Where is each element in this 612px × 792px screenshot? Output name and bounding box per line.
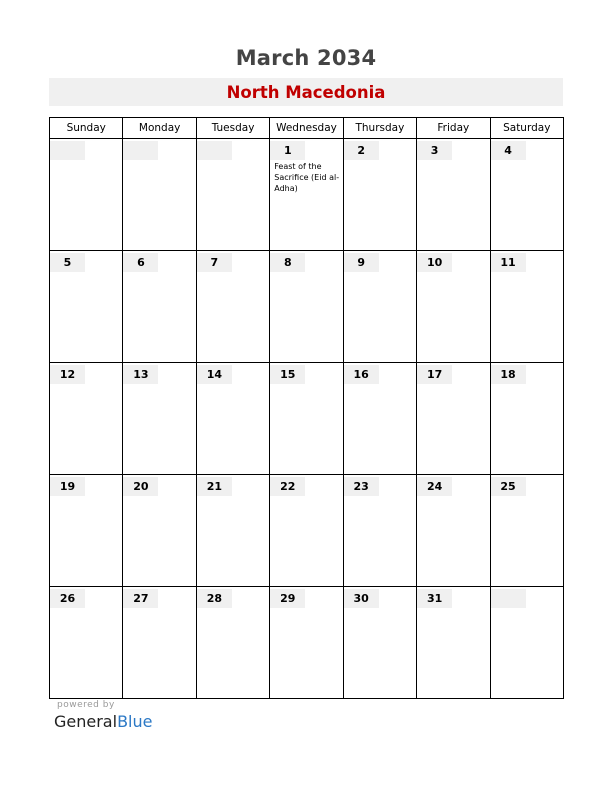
day-number: 22 (270, 477, 305, 496)
day-cell (50, 251, 123, 363)
weekday-thursday: Thursday (343, 118, 416, 139)
day-cell-empty (196, 139, 269, 251)
day-cell (417, 587, 490, 699)
day-number: 6 (123, 253, 158, 272)
day-number: 25 (491, 477, 526, 496)
day-number: 21 (197, 477, 232, 496)
day-number: 28 (197, 589, 232, 608)
country-banner (49, 78, 563, 106)
day-cell (123, 475, 196, 587)
weekday-tuesday: Tuesday (196, 118, 269, 139)
day-cell (123, 363, 196, 475)
week-row (50, 251, 564, 363)
day-number: 29 (270, 589, 305, 608)
weekday-wednesday: Wednesday (270, 118, 343, 139)
day-number: 14 (197, 365, 232, 384)
day-number-placeholder (123, 141, 158, 160)
day-number: 4 (491, 141, 526, 160)
day-number: 5 (50, 253, 85, 272)
day-number: 26 (50, 589, 85, 608)
day-number: 17 (417, 365, 452, 384)
day-cell-empty (50, 139, 123, 251)
day-cell (270, 475, 343, 587)
day-cell (417, 251, 490, 363)
day-number: 30 (344, 589, 379, 608)
day-cell (343, 587, 416, 699)
day-number: 3 (417, 141, 452, 160)
day-number: 16 (344, 365, 379, 384)
day-cell (490, 475, 563, 587)
day-number: 13 (123, 365, 158, 384)
day-number: 20 (123, 477, 158, 496)
day-cell-empty (123, 139, 196, 251)
day-cell (417, 139, 490, 251)
day-number: 31 (417, 589, 452, 608)
calendar-grid (49, 117, 564, 699)
week-row (50, 139, 564, 251)
day-cell (196, 251, 269, 363)
day-number: 15 (270, 365, 305, 384)
day-cell (270, 139, 343, 251)
day-cell (50, 587, 123, 699)
powered-by-label: powered by (57, 700, 115, 710)
weekday-header-row (50, 118, 564, 139)
day-cell (123, 251, 196, 363)
weekday-monday: Monday (123, 118, 196, 139)
day-cell (490, 363, 563, 475)
brand-general-text: General (54, 712, 118, 731)
week-row (50, 475, 564, 587)
day-number: 8 (270, 253, 305, 272)
day-cell (270, 363, 343, 475)
weekday-friday: Friday (417, 118, 490, 139)
day-cell (123, 587, 196, 699)
day-cell-empty (490, 587, 563, 699)
country-name: North Macedonia (226, 83, 386, 102)
calendar-title: March 2034 (235, 46, 377, 70)
week-row (50, 587, 564, 699)
day-cell (417, 363, 490, 475)
day-cell (196, 587, 269, 699)
day-cell (343, 139, 416, 251)
holiday-label: Feast of the Sacrifice (Eid al-Adha) (274, 162, 340, 193)
day-number: 27 (123, 589, 158, 608)
day-cell (343, 251, 416, 363)
day-number: 7 (197, 253, 232, 272)
day-number: 10 (417, 253, 452, 272)
weekday-sunday: Sunday (50, 118, 123, 139)
day-number: 19 (50, 477, 85, 496)
day-number: 11 (491, 253, 526, 272)
day-cell (196, 475, 269, 587)
day-number-placeholder (491, 589, 526, 608)
day-cell (270, 587, 343, 699)
day-number: 18 (491, 365, 526, 384)
day-number: 9 (344, 253, 379, 272)
day-number: 2 (344, 141, 379, 160)
week-row (50, 363, 564, 475)
day-cell (196, 363, 269, 475)
day-number: 1 (270, 141, 305, 160)
day-number-placeholder (197, 141, 232, 160)
day-number: 12 (50, 365, 85, 384)
day-number: 23 (344, 477, 379, 496)
day-cell (490, 139, 563, 251)
day-cell (343, 363, 416, 475)
day-cell (490, 251, 563, 363)
generalblue-logo[interactable] (54, 712, 152, 731)
day-cell (417, 475, 490, 587)
day-number-placeholder (50, 141, 85, 160)
day-cell (270, 251, 343, 363)
day-number: 24 (417, 477, 452, 496)
weekday-saturday: Saturday (490, 118, 563, 139)
brand-blue-text: Blue (117, 712, 153, 731)
day-cell (50, 475, 123, 587)
day-cell (50, 363, 123, 475)
day-cell (343, 475, 416, 587)
